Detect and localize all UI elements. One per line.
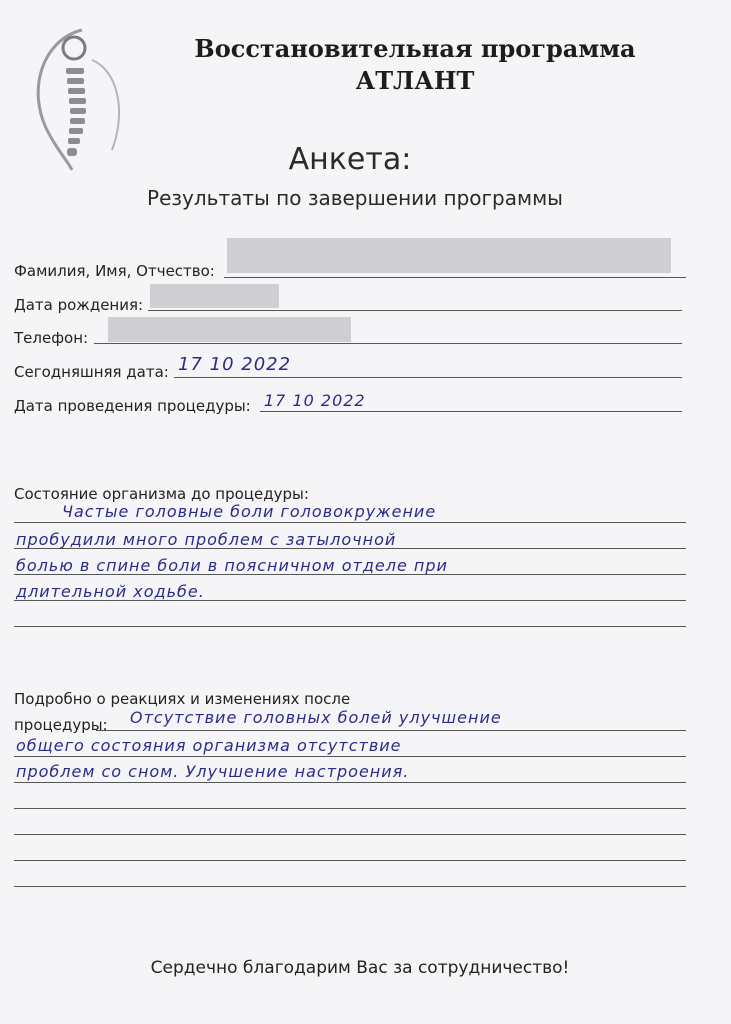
phone-line (94, 343, 682, 344)
program-title: Восстановительная программа (194, 34, 636, 63)
procedure-date-value: 17 10 2022 (264, 391, 366, 410)
reactions-text-line: проблем со сном. Улучшение настроения. (16, 762, 410, 781)
state-before-text-line: болью в спине боли в поясничном отделе при (16, 556, 448, 575)
reactions-label-cont: процедуры: (14, 716, 108, 734)
birth-date-redaction (150, 284, 279, 308)
full-name-label: Фамилия, Имя, Отчество: (14, 262, 215, 280)
reactions-text-line: Отсутствие головных болей улучшение (130, 708, 502, 727)
birth-date-line (148, 310, 682, 311)
birth-date-label: Дата рождения: (14, 296, 144, 314)
full-name-line (224, 277, 686, 278)
reactions-line-6 (14, 860, 686, 861)
phone-label: Телефон: (14, 329, 89, 347)
procedure-date-line (260, 411, 682, 412)
phone-redaction (108, 317, 351, 342)
state-line-5 (14, 626, 686, 627)
state-before-text-line: длительной ходьбе. (16, 582, 205, 601)
today-date-label: Сегодняшняя дата: (14, 363, 169, 381)
reactions-text-line: общего состояния организма отсутствие (16, 736, 402, 755)
reactions-line-3 (14, 782, 686, 783)
form-subheading: Результаты по завершении программы (147, 186, 563, 210)
reactions-line-4 (14, 808, 686, 809)
procedure-date-label: Дата проведения процедуры: (14, 397, 251, 415)
reactions-line-7 (14, 886, 686, 887)
reactions-line-1 (96, 730, 686, 731)
today-date-value: 17 10 2022 (178, 354, 292, 375)
state-before-label: Состояние организма до процедуры: (14, 485, 309, 503)
state-line-1 (14, 522, 686, 523)
program-name: АТЛАНТ (355, 66, 475, 95)
today-date-line (174, 377, 682, 378)
state-before-text-line: Частые головные боли головокружение (62, 502, 437, 521)
full-name-redaction (227, 238, 671, 273)
reactions-line-2 (14, 756, 686, 757)
state-before-text-line: пробудили много проблем с затылочной (16, 530, 397, 549)
form-heading: Анкета: (288, 142, 412, 177)
thanks-note: Сердечно благодарим Вас за сотрудничество! (150, 958, 570, 978)
reactions-line-5 (14, 834, 686, 835)
reactions-label: Подробно о реакциях и изменениях после (14, 690, 351, 708)
